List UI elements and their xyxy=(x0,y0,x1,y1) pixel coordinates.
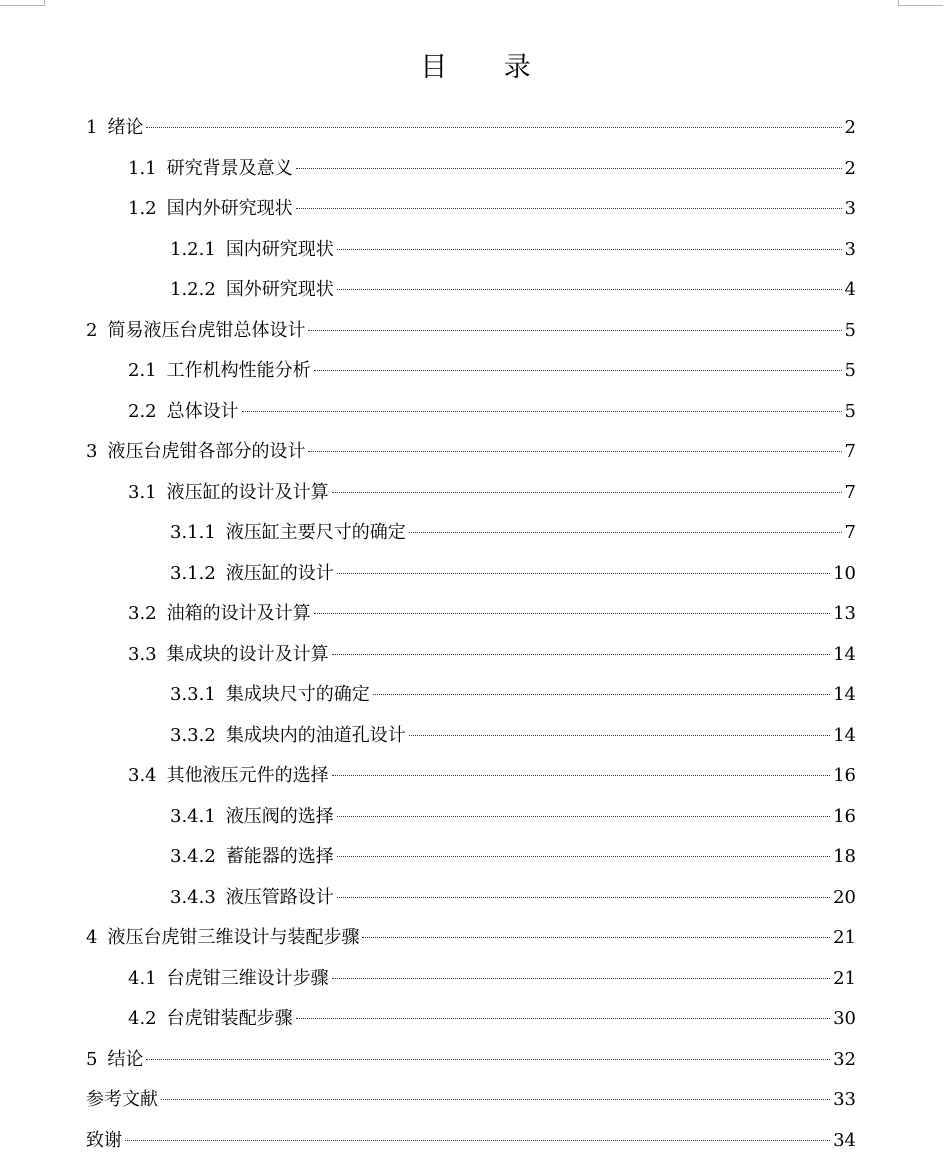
toc-dot-leader xyxy=(337,289,842,290)
toc-entry-page-number: 20 xyxy=(833,886,856,908)
toc-entry-number: 4.2 xyxy=(128,1008,157,1029)
toc-entry-number: 3.3 xyxy=(128,643,157,665)
table-of-contents xyxy=(86,108,856,1161)
toc-entry-number: 5 xyxy=(86,1048,98,1070)
toc-entry-title: 液压缸的设计 xyxy=(225,562,334,584)
toc-entry-page-number: 2 xyxy=(844,157,856,179)
toc-entry-page-number: 5 xyxy=(844,319,856,341)
toc-dot-leader xyxy=(242,411,842,412)
toc-entry-title: 其他液压元件的选择 xyxy=(166,765,329,786)
toc-entry-page-number: 3 xyxy=(844,238,856,260)
toc-entry[interactable] xyxy=(86,230,856,271)
toc-entry-page-number: 14 xyxy=(833,724,856,746)
toc-dot-leader xyxy=(337,573,830,574)
toc-dot-leader xyxy=(337,856,830,857)
toc-entry-title: 国内外研究现状 xyxy=(166,198,293,219)
toc-entry[interactable] xyxy=(86,797,856,838)
toc-entry[interactable] xyxy=(86,432,856,473)
toc-dot-leader xyxy=(125,1140,830,1141)
toc-entry-number: 2.2 xyxy=(128,400,157,422)
toc-entry-number: 4.1 xyxy=(128,967,157,989)
toc-dot-leader xyxy=(161,1099,830,1100)
toc-dot-leader xyxy=(409,735,830,736)
toc-entry[interactable] xyxy=(86,351,856,392)
toc-dot-leader xyxy=(314,613,830,614)
toc-dot-leader xyxy=(337,249,842,250)
toc-dot-leader xyxy=(308,330,841,331)
toc-entry-number: 3.2 xyxy=(128,603,157,624)
toc-entry[interactable] xyxy=(86,473,856,514)
toc-entry-number: 2.1 xyxy=(128,360,157,381)
toc-dot-leader xyxy=(296,168,842,169)
toc-entry-title: 简易液压台虎钳总体设计 xyxy=(107,319,306,341)
toc-entry-page-number: 4 xyxy=(844,279,856,300)
toc-entry-title: 液压缸主要尺寸的确定 xyxy=(225,522,406,543)
toc-entry-number: 3.3.2 xyxy=(170,724,216,746)
toc-entry-number: 3.1.1 xyxy=(170,522,216,543)
toc-entry-title: 液压台虎钳三维设计与装配步骤 xyxy=(107,927,360,948)
toc-dot-leader xyxy=(332,978,830,979)
toc-entry[interactable] xyxy=(86,594,856,635)
toc-entry-title: 结论 xyxy=(107,1048,144,1070)
toc-entry-page-number: 10 xyxy=(833,562,856,584)
toc-entry-title: 工作机构性能分析 xyxy=(166,360,311,381)
toc-entry-title: 集成块的设计及计算 xyxy=(166,643,329,665)
toc-entry-number: 3.4.1 xyxy=(170,805,216,827)
toc-entry-page-number: 2 xyxy=(844,117,856,138)
toc-entry[interactable] xyxy=(86,675,856,716)
toc-entry[interactable] xyxy=(86,513,856,554)
toc-entry-number: 3.1 xyxy=(128,481,157,503)
toc-entry[interactable] xyxy=(86,149,856,190)
toc-entry-title: 集成块内的油道孔设计 xyxy=(225,724,406,746)
toc-entry-number: 3.1.2 xyxy=(170,562,216,584)
page-title: 目 录 xyxy=(420,52,555,83)
toc-entry-page-number: 32 xyxy=(833,1048,856,1070)
toc-entry-number: 1 xyxy=(86,117,98,138)
toc-entry[interactable] xyxy=(86,878,856,919)
toc-entry[interactable] xyxy=(86,716,856,757)
toc-entry-page-number: 34 xyxy=(833,1129,856,1151)
toc-entry-number: 3.4 xyxy=(128,765,157,786)
toc-entry-number: 4 xyxy=(86,927,98,948)
toc-entry[interactable] xyxy=(86,999,856,1040)
toc-entry-page-number: 3 xyxy=(844,198,856,219)
toc-entry[interactable] xyxy=(86,270,856,311)
toc-entry-title: 国内研究现状 xyxy=(225,238,334,260)
toc-entry-title: 致谢 xyxy=(86,1129,122,1151)
toc-entry-page-number: 30 xyxy=(833,1008,856,1029)
toc-dot-leader xyxy=(337,897,830,898)
toc-entry-title: 总体设计 xyxy=(166,400,239,422)
toc-entry[interactable] xyxy=(86,1040,856,1081)
toc-dot-leader xyxy=(332,492,842,493)
toc-entry-page-number: 33 xyxy=(833,1089,856,1110)
toc-entry[interactable] xyxy=(86,108,856,149)
toc-entry-title: 液压缸的设计及计算 xyxy=(166,481,329,503)
toc-entry-title: 参考文献 xyxy=(86,1089,158,1110)
toc-dot-leader xyxy=(146,127,841,128)
toc-entry-page-number: 16 xyxy=(833,765,856,786)
toc-entry-page-number: 7 xyxy=(844,481,856,503)
toc-entry-number: 1.2 xyxy=(128,198,157,219)
toc-dot-leader xyxy=(296,208,842,209)
toc-entry-page-number: 14 xyxy=(833,684,856,705)
toc-entry-title: 蓄能器的选择 xyxy=(225,846,334,867)
toc-entry[interactable] xyxy=(86,1080,856,1121)
toc-entry-number: 2 xyxy=(86,319,98,341)
toc-entry-page-number: 18 xyxy=(833,846,856,867)
toc-entry-title: 液压阀的选择 xyxy=(225,805,334,827)
toc-entry[interactable] xyxy=(86,392,856,433)
toc-dot-leader xyxy=(146,1059,830,1060)
toc-dot-leader xyxy=(296,1018,830,1019)
toc-entry-title: 液压台虎钳各部分的设计 xyxy=(107,441,306,462)
toc-entry-page-number: 13 xyxy=(833,603,856,624)
toc-entry-number: 1.2.1 xyxy=(170,238,216,260)
toc-entry-number: 3 xyxy=(86,441,98,462)
toc-entry-page-number: 5 xyxy=(844,360,856,381)
toc-entry[interactable] xyxy=(86,1121,856,1161)
toc-entry[interactable] xyxy=(86,837,856,878)
toc-entry[interactable] xyxy=(86,959,856,1000)
toc-dot-leader xyxy=(332,654,830,655)
toc-entry[interactable] xyxy=(86,756,856,797)
toc-entry-page-number: 7 xyxy=(844,522,856,543)
toc-entry[interactable] xyxy=(86,918,856,959)
toc-entry-number: 3.4.2 xyxy=(170,846,216,867)
toc-entry-title: 油箱的设计及计算 xyxy=(166,603,311,624)
toc-entry-title: 台虎钳三维设计步骤 xyxy=(166,967,329,989)
toc-entry-title: 绪论 xyxy=(107,117,144,138)
toc-entry-page-number: 7 xyxy=(844,441,856,462)
toc-entry-number: 1.1 xyxy=(128,157,157,179)
toc-dot-leader xyxy=(373,694,830,695)
toc-entry[interactable] xyxy=(86,635,856,676)
toc-entry-number: 3.3.1 xyxy=(170,684,216,705)
toc-dot-leader xyxy=(362,937,830,938)
toc-entry-title: 液压管路设计 xyxy=(225,886,334,908)
toc-entry-number: 3.4.3 xyxy=(170,886,216,908)
toc-entry-page-number: 5 xyxy=(844,400,856,422)
toc-entry-page-number: 16 xyxy=(833,805,856,827)
crop-mark-top-right xyxy=(898,0,943,6)
toc-entry-number: 1.2.2 xyxy=(170,279,216,300)
toc-entry-title: 台虎钳装配步骤 xyxy=(166,1008,293,1029)
toc-entry-title: 国外研究现状 xyxy=(225,279,334,300)
toc-entry-title: 研究背景及意义 xyxy=(166,157,293,179)
toc-entry-page-number: 21 xyxy=(833,927,856,948)
toc-entry[interactable] xyxy=(86,189,856,230)
crop-mark-top-left xyxy=(0,0,45,6)
toc-dot-leader xyxy=(409,532,842,533)
toc-entry[interactable] xyxy=(86,554,856,595)
toc-entry[interactable] xyxy=(86,311,856,352)
toc-dot-leader xyxy=(308,451,841,452)
toc-entry-title: 集成块尺寸的确定 xyxy=(225,684,370,705)
toc-dot-leader xyxy=(337,816,830,817)
toc-entry-page-number: 21 xyxy=(833,967,856,989)
toc-dot-leader xyxy=(332,775,830,776)
toc-entry-page-number: 14 xyxy=(833,643,856,665)
toc-dot-leader xyxy=(314,370,842,371)
